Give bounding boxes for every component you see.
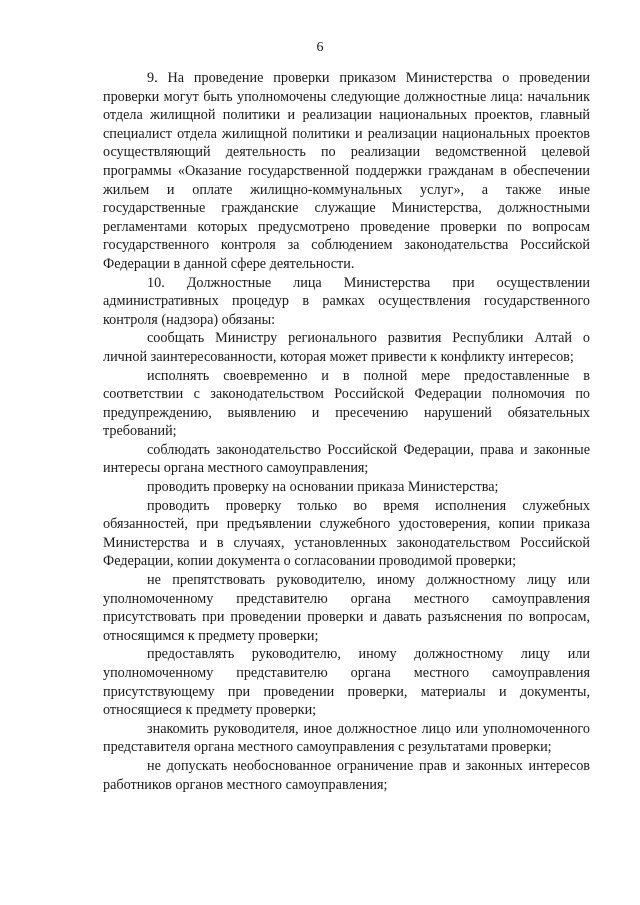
duty-item: проводить проверку на основании приказа Министерства;: [147, 479, 499, 496]
paragraph-10: 10. Должностные лица Министерства при осуществлении административных процедур в рамках осуществления государственного контроля (надзора) обязаны:: [103, 274, 590, 328]
document-body: [103, 69, 590, 794]
duty-item: не допускать необоснованное ограничение прав и законных интересов работников органов местного самоуправления;: [103, 757, 590, 793]
duty-item: сообщать Министру регионального развития Республики Алтай о личной заинтересованности, которая может привести к конфликту интересов;: [103, 330, 590, 365]
paragraph-9: 9. На проведение проверки приказом Министерства о проведении проверки могут быть уполномочены следующие должностные лица: начальник отдела жилищной политики и реализации национальных проектов, главный специалист отдела жилищной политики и реализации национальных проектов осуществляющий деятельность по реализации ведомственной целевой программы «Оказание государственной поддержки гражданам в обеспечении жильем и оплате жилищно-коммунальных услуг», а также иные государственные гражданские служащие Министерства, должностными регламентами которых предусмотрено проведение проверки по вопросам государственного контроля за соблюдением законодательства Российской Федерации в данной сфере деятельности.: [103, 70, 590, 272]
duty-item: исполнять своевременно и в полной мере предоставленные в соответствии с законодательством Российской Федерации полномочия по предупреждению, выявлению и пресечению нарушений обязательных требований;: [103, 367, 590, 440]
duty-item: знакомить руководителя, иное должностное лицо или уполномоченного представителя органа местного самоуправления с результатами проверки;: [103, 720, 590, 756]
duty-item: соблюдать законодательство Российской Федерации, права и законные интересы органа местного самоуправления;: [103, 441, 590, 477]
duty-item: не препятствовать руководителю, иному должностному лицу или уполномоченному представителю органа местного самоуправления присутствовать при проведении проверки и давать разъяснения по вопросам, относящимся к предмету проверки;: [103, 572, 590, 644]
duty-item: предоставлять руководителю, иному должностному лицу или уполномоченному представителю органа местного самоуправления присутствующему при проведении проверки, материалы и документы, относящиеся к предмету проверки;: [103, 646, 590, 719]
duty-item: проводить проверку только во время исполнения служебных обязанностей, при предъявлении служебного удостоверения, копии приказа Министерства и в случаях, установленных законодательством Российской Федерации, копии документа о согласовании проводимой проверки;: [103, 497, 590, 570]
page-number: 6: [316, 40, 324, 55]
